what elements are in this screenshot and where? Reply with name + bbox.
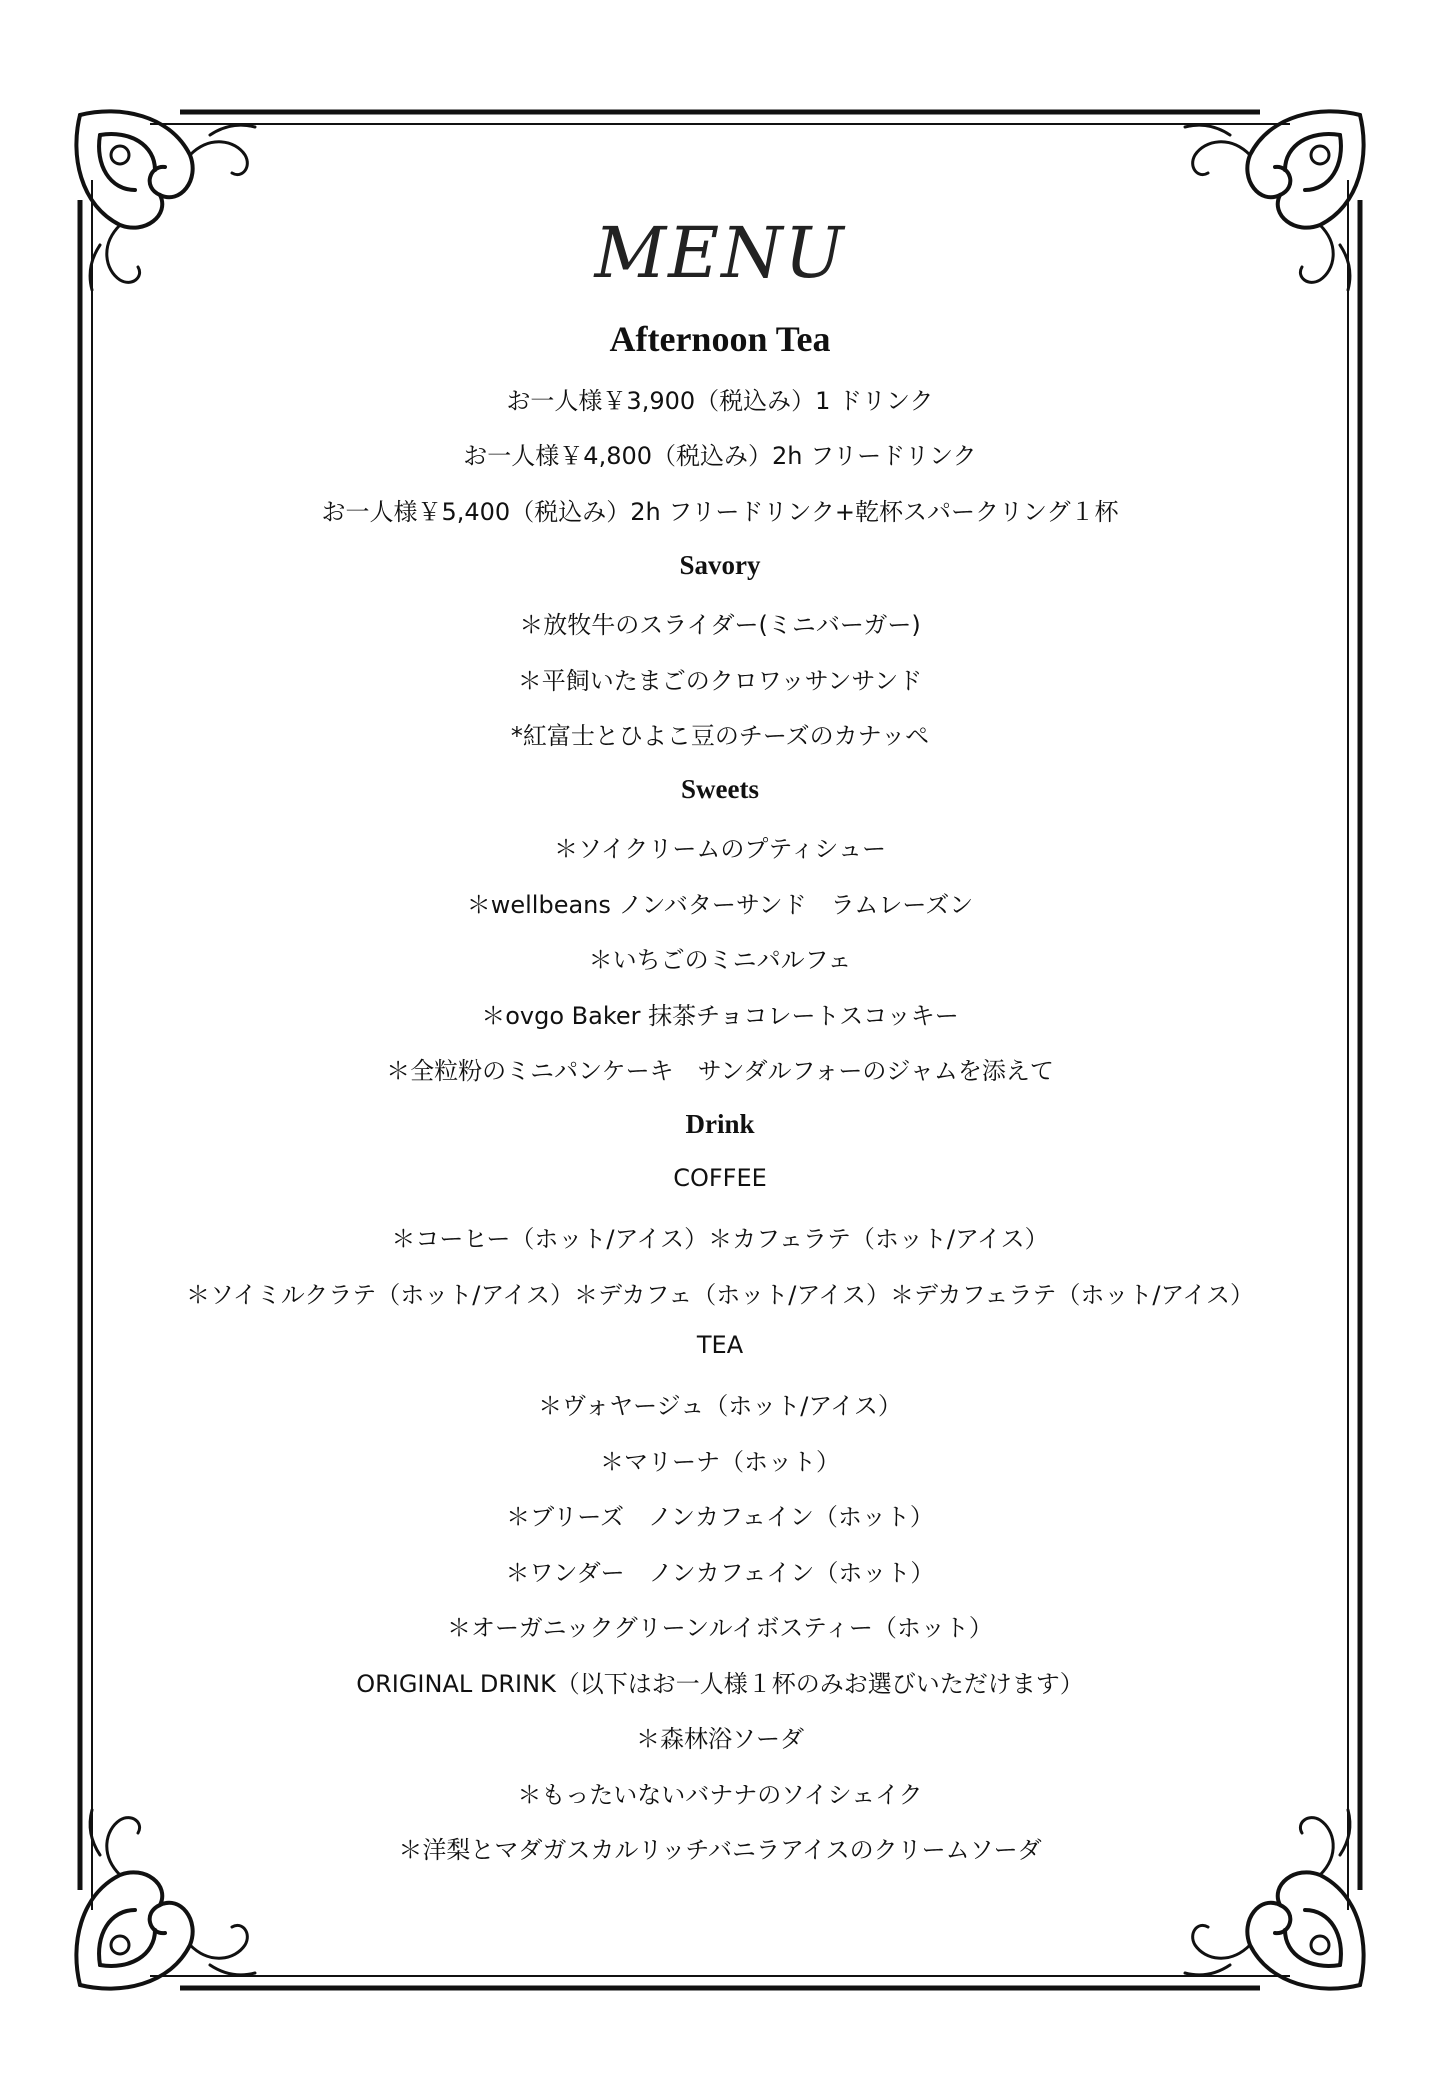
menu-title: MENU (594, 212, 846, 294)
menu-item: ＊放牧牛のスライダー(ミニバーガー) (519, 611, 921, 639)
menu-item: ＊全粒粉のミニパンケーキ サンダルフォーのジャムを添えて (386, 1057, 1054, 1085)
menu-item: ＊いちごのミニパルフェ (588, 946, 852, 974)
menu-item: ＊ブリーズ ノンカフェイン（ホット） (506, 1503, 934, 1531)
price-line: お一人様￥4,800（税込み）2h フリードリンク (463, 442, 977, 470)
original-drink-label: ORIGINAL DRINK（以下はお一人様１杯のみお選びいただけます） (356, 1670, 1084, 1698)
sweets-heading: Sweets (681, 774, 759, 804)
menu-item: *紅富士とひよこ豆のチーズのカナッペ (510, 722, 930, 750)
price-line: お一人様￥5,400（税込み）2h フリードリンク+乾杯スパークリング１杯 (321, 498, 1119, 526)
menu-item: ＊wellbeans ノンバターサンド ラムレーズン (466, 891, 974, 919)
menu-item: ＊マリーナ（ホット） (600, 1448, 840, 1476)
coffee-label: COFFEE (673, 1164, 767, 1192)
drink-heading: Drink (685, 1109, 755, 1139)
price-line: お一人様￥3,900（税込み）1 ドリンク (506, 387, 934, 415)
menu-item: ＊ovgo Baker 抹茶チョコレートスコッキー (481, 1002, 959, 1030)
menu-item: ＊洋梨とマダガスカルリッチバニラアイスのクリームソーダ (398, 1836, 1042, 1864)
menu-item: ＊ワンダー ノンカフェイン（ホット） (505, 1559, 935, 1587)
menu-item: ＊コーヒー（ホット/アイス）＊カフェラテ（ホット/アイス） (391, 1225, 1049, 1253)
menu-item: ＊ソイミルクラテ（ホット/アイス）＊デカフェ（ホット/アイス）＊デカフェラテ（ホット/アイス） (185, 1281, 1254, 1309)
menu-item: ＊オーガニックグリーンルイボスティー（ホット） (447, 1614, 993, 1642)
menu-item: ＊もったいないバナナのソイシェイク (517, 1781, 923, 1809)
savory-heading: Savory (679, 550, 761, 580)
menu-item: ＊平飼いたまごのクロワッサンサンド (517, 667, 923, 695)
menu-item: ＊ヴォヤージュ（ホット/アイス） (538, 1392, 902, 1420)
menu-item: ＊ソイクリームのプティシュー (554, 835, 886, 863)
menu-item: ＊森林浴ソーダ (636, 1725, 804, 1753)
afternoon-tea-heading: Afternoon Tea (609, 319, 831, 359)
tea-label: TEA (696, 1331, 744, 1359)
